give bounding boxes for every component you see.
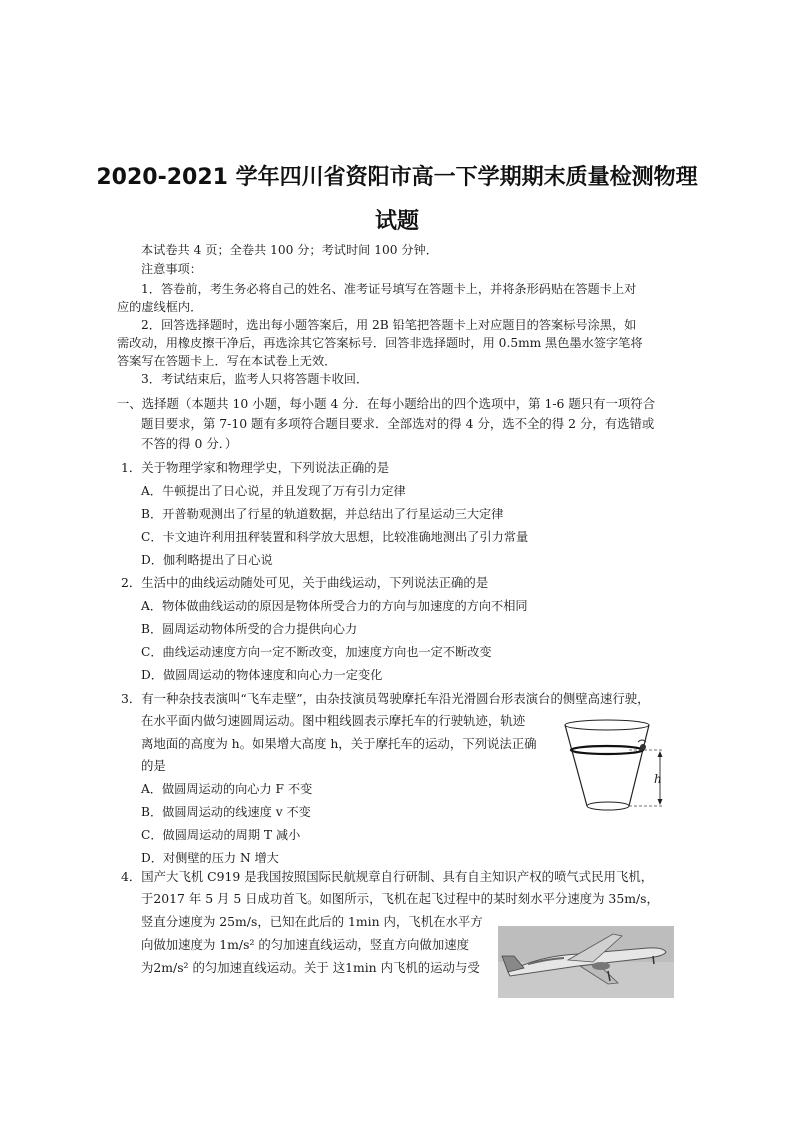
section-heading-line3: 不答的得 0 分．） (141, 436, 238, 451)
notice-2a: 2．回答选择题时，选出每小题答案后，用 2B 铅笔把答题卡上对应题目的答案标号涂黑，如 (141, 318, 637, 332)
section-heading-line2: 题目要求，第 7-10 题有多项符合题目要求．全部选对的得 4 分，选不全的得 2 分，有选错或 (141, 416, 655, 431)
q3-stem-line2: 在水平面内做匀速圆周运动。图中粗线圆表示摩托车的行驶轨迹，轨迹 (141, 713, 526, 728)
q3-option-c: C．做圆周运动的周期 T 减小 (141, 828, 301, 842)
q2-option-c: C．曲线运动速度方向一定不断改变，加速度方向也一定不断改变 (141, 645, 492, 659)
notice-2c: 答案写在答题卡上．写在本试卷上无效． (117, 354, 337, 368)
q4-stem-line2: 于2017 年 5 月 5 日成功首飞。如图所示，飞机在起飞过程中的某时刻水平分速度为 35m/s， (141, 891, 659, 906)
q3-frustum-figure (560, 718, 675, 818)
q3-stem-line4: 的是 (141, 758, 166, 773)
q3-option-a: A．做圆周运动的向心力 F 不变 (141, 782, 313, 796)
c919-airplane-photo (498, 926, 674, 998)
q3-figure-height-label: h (654, 772, 662, 786)
q3-stem-line1: 3．有一种杂技表演叫“飞车走壁”，由杂技演员驾驶摩托车沿光滑圆台形表演台的侧壁高速行驶， (121, 691, 650, 706)
q1-stem: 1．关于物理学家和物理学史，下列说法正确的是 (121, 460, 390, 475)
exam-title-line1: 2020-2021 学年四川省资阳市高一下学期期末质量检测物理 (96, 165, 698, 190)
q4-stem-line5: 为2m/s² 的匀加速直线运动。关于 这1min 内飞机的运动与受 (141, 960, 480, 975)
notice-heading: 注意事项： (141, 262, 202, 276)
q3-option-d: D．对侧壁的压力 N 增大 (141, 851, 279, 865)
notice-1a: 1．答卷前，考生务必将自己的姓名、准考证号填写在答题卡上，并将条形码贴在答题卡上对 (141, 282, 637, 296)
q4-stem-line1: 4．国产大飞机 C919 是我国按照国际民航规章自行研制、具有自主知识产权的喷气式民用飞机， (121, 869, 654, 884)
q2-option-b: B．圆周运动物体所受的合力提供向心力 (141, 622, 358, 636)
notice-3: 3．考试结束后，监考人只将答题卡收回． (141, 372, 369, 386)
q3-option-b: B．做圆周运动的线速度 v 不变 (141, 805, 311, 819)
q1-option-b: B．开普勒观测出了行星的轨道数据，并总结出了行星运动三大定律 (141, 507, 504, 521)
q2-stem: 2．生活中的曲线运动随处可见，关于曲线运动，下列说法正确的是 (121, 575, 489, 590)
section-heading-line1: 一、选择题（本题共 10 小题，每小题 4 分．在每小题给出的四个选项中，第 1-6 题只有一项符合 (117, 396, 656, 411)
q1-option-a: A．牛顿提出了日心说，并且发现了万有引力定律 (141, 484, 406, 498)
q3-stem-line3: 离地面的高度为 h。如果增大高度 h，关于摩托车的运动，下列说法正确 (141, 736, 537, 751)
q1-option-d: D．伽利略提出了日心说 (141, 553, 273, 567)
q2-option-a: A．物体做曲线运动的原因是物体所受合力的方向与加速度的方向不相同 (141, 599, 528, 613)
q4-stem-line3: 竖直分速度为 25m/s，已知在此后的 1min 内，飞机在水平方 (141, 914, 483, 929)
notice-2b: 需改动，用橡皮擦干净后，再选涂其它答案标号．回答非选择题时，用 0.5mm 黑色墨水签字笔将 (117, 336, 643, 350)
q2-option-d: D．做圆周运动的物体速度和向心力一定变化 (141, 668, 383, 682)
notice-1b: 应的虚线框内． (117, 300, 203, 314)
q1-option-c: C．卡文迪许利用扭秤装置和科学放大思想，比较准确地测出了引力常量 (141, 530, 529, 544)
exam-info: 本试卷共 4 页；全卷共 100 分；考试时间 100 分钟． (141, 243, 438, 257)
exam-title-line2: 试题 (374, 209, 419, 234)
q4-stem-line4: 向做加速度为 1m/s² 的匀加速直线运动，竖直方向做加速度 (141, 937, 469, 952)
